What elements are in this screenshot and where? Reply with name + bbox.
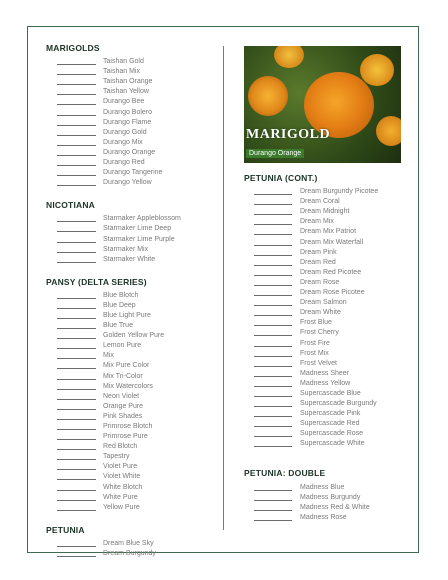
quantity-blank-line[interactable] — [254, 204, 292, 205]
variety-name: Madness Red & White — [300, 503, 370, 511]
list-item — [46, 331, 216, 341]
list-item — [46, 462, 216, 472]
list-item — [46, 402, 216, 412]
variety-name: Durango Yellow — [103, 179, 152, 187]
variety-name: Madness Burgundy — [300, 493, 361, 501]
section-gap — [46, 265, 216, 276]
variety-name: Mix Pure Color — [103, 362, 150, 370]
variety-name: Dream Midnight — [300, 208, 350, 216]
quantity-blank-line[interactable] — [57, 419, 96, 420]
list-item — [244, 503, 406, 513]
variety-name: Supercascade Pink — [300, 410, 361, 418]
list-item — [244, 328, 406, 338]
section-title: MARIGOLDS — [46, 43, 100, 53]
variety-name: Dream Mix Patriot — [300, 228, 357, 236]
quantity-blank-line[interactable] — [254, 265, 292, 266]
variety-name: Dream Red — [300, 258, 336, 266]
quantity-blank-line[interactable] — [254, 386, 292, 387]
quantity-blank-line[interactable] — [254, 356, 292, 357]
marigold-flower-icon — [376, 116, 401, 146]
variety-name: Durango Bee — [103, 98, 145, 106]
quantity-blank-line[interactable] — [57, 449, 96, 450]
variety-name: Starmaker Mix — [103, 245, 149, 253]
quantity-blank-line[interactable] — [254, 295, 292, 296]
quantity-blank-line[interactable] — [57, 358, 96, 359]
variety-name: Starmaker White — [103, 255, 156, 263]
quantity-blank-line[interactable] — [254, 335, 292, 336]
list-item — [244, 268, 406, 278]
variety-name: Orange Pure — [103, 402, 144, 410]
variety-name: Dream Coral — [300, 198, 340, 206]
quantity-blank-line[interactable] — [254, 315, 292, 316]
quantity-blank-line[interactable] — [57, 74, 96, 75]
quantity-blank-line[interactable] — [57, 429, 96, 430]
list-item — [46, 301, 216, 311]
list-item — [46, 432, 216, 442]
marigold-flower-icon — [360, 54, 394, 86]
section-title: PETUNIA (CONT.) — [244, 173, 318, 183]
quantity-blank-line[interactable] — [57, 439, 96, 440]
list-item — [46, 138, 216, 148]
photo-subtitle: Durango Orange — [246, 149, 304, 158]
quantity-blank-line[interactable] — [57, 252, 96, 253]
list-item — [46, 128, 216, 138]
variety-name: Taishan Gold — [103, 58, 144, 66]
variety-name: Frost Cherry — [300, 329, 339, 337]
list-item — [244, 379, 406, 389]
list-item — [46, 291, 216, 301]
quantity-blank-line[interactable] — [57, 64, 96, 65]
quantity-blank-line[interactable] — [254, 436, 292, 437]
variety-name: Starmaker Lime Deep — [103, 225, 172, 233]
quantity-blank-line[interactable] — [57, 328, 96, 329]
variety-name: Durango Orange — [103, 148, 156, 156]
quantity-blank-line[interactable] — [57, 368, 96, 369]
quantity-blank-line[interactable] — [254, 234, 292, 235]
variety-name: Violet Pure — [103, 463, 138, 471]
quantity-blank-line[interactable] — [57, 459, 96, 460]
variety-name: Taishan Mix — [103, 68, 140, 76]
variety-name: Yellow Pure — [103, 503, 140, 511]
variety-name: Mix Watercolors — [103, 382, 153, 390]
quantity-blank-line[interactable] — [57, 556, 96, 557]
quantity-blank-line[interactable] — [254, 406, 292, 407]
quantity-blank-line[interactable] — [57, 338, 96, 339]
quantity-blank-line[interactable] — [254, 305, 292, 306]
list-item — [46, 422, 216, 432]
list-item — [244, 258, 406, 268]
variety-name: Dream Mix — [300, 218, 334, 226]
list-item — [244, 207, 406, 217]
list-item — [244, 439, 406, 449]
quantity-blank-line[interactable] — [57, 145, 96, 146]
list-item — [46, 361, 216, 371]
quantity-blank-line[interactable] — [254, 285, 292, 286]
list-item — [46, 97, 216, 107]
quantity-blank-line[interactable] — [57, 221, 96, 222]
list-item — [46, 341, 216, 351]
list-item — [46, 493, 216, 503]
section-title: PANSY (DELTA SERIES) — [46, 276, 147, 287]
quantity-blank-line[interactable] — [57, 185, 96, 186]
list-item — [46, 158, 216, 168]
list-item — [46, 77, 216, 87]
quantity-blank-line[interactable] — [57, 409, 96, 410]
section-title: PETUNIA — [46, 524, 85, 535]
variety-name: White Blotch — [103, 483, 143, 491]
list-item — [244, 493, 406, 503]
quantity-blank-line[interactable] — [254, 194, 292, 195]
variety-name: Durango Tangerine — [103, 169, 163, 177]
variety-name: Madness Yellow — [300, 379, 351, 387]
list-item — [46, 67, 216, 77]
list-item — [244, 513, 406, 523]
list-item — [46, 442, 216, 452]
quantity-blank-line[interactable] — [254, 490, 292, 491]
list-item — [46, 178, 216, 188]
variety-name: Tapestry — [103, 453, 130, 461]
variety-name: Dream Pink — [300, 248, 337, 256]
quantity-blank-line[interactable] — [57, 262, 96, 263]
variety-name: Taishan Yellow — [103, 88, 149, 96]
quantity-blank-line[interactable] — [254, 446, 292, 447]
variety-name: Mix — [103, 352, 114, 360]
list-item — [46, 321, 216, 331]
variety-name: Starmaker Lime Purple — [103, 235, 175, 243]
list-item — [244, 429, 406, 439]
variety-name: Red Blotch — [103, 443, 138, 451]
marigold-flower-icon — [248, 76, 288, 116]
list-item — [46, 107, 216, 117]
variety-name: Frost Velvet — [300, 359, 337, 367]
quantity-blank-line[interactable] — [57, 115, 96, 116]
quantity-blank-line[interactable] — [254, 376, 292, 377]
variety-name: Madness Sheer — [300, 369, 350, 377]
quantity-blank-line[interactable] — [254, 245, 292, 246]
list-item — [46, 234, 216, 244]
quantity-blank-line[interactable] — [254, 416, 292, 417]
variety-name: Golden Yellow Pure — [103, 332, 165, 340]
variety-name: Dream Red Picotee — [300, 268, 362, 276]
variety-name: Madness Blue — [300, 483, 345, 491]
list-item — [244, 227, 406, 237]
list-item — [244, 187, 406, 197]
variety-name: Violet White — [103, 473, 141, 481]
variety-name: Primrose Blotch — [103, 423, 153, 430]
list-item — [46, 224, 216, 234]
variety-name: Durango Red — [103, 159, 145, 167]
variety-name: Durango Gold — [103, 128, 147, 136]
variety-name: Dream Rose — [300, 278, 340, 286]
list-item — [244, 318, 406, 328]
variety-name: Supercascade Burgundy — [300, 400, 377, 408]
right-column — [244, 172, 406, 523]
list-item — [46, 382, 216, 392]
section-gap — [244, 449, 406, 467]
list-item — [46, 255, 216, 265]
quantity-blank-line[interactable] — [57, 104, 96, 105]
list-item — [244, 338, 406, 348]
quantity-blank-line[interactable] — [57, 500, 96, 501]
list-item — [46, 214, 216, 224]
quantity-blank-line[interactable] — [57, 308, 96, 309]
list-item — [46, 57, 216, 67]
list-item — [244, 217, 406, 227]
list-item — [46, 168, 216, 178]
list-item — [46, 148, 216, 158]
quantity-blank-line[interactable] — [254, 275, 292, 276]
list-item — [46, 482, 216, 492]
quantity-blank-line[interactable] — [57, 318, 96, 319]
quantity-blank-line[interactable] — [254, 510, 292, 511]
list-item — [244, 399, 406, 409]
list-item — [244, 298, 406, 308]
list-item — [244, 369, 406, 379]
list-item — [244, 359, 406, 369]
quantity-blank-line[interactable] — [254, 224, 292, 225]
quantity-blank-line[interactable] — [57, 298, 96, 299]
quantity-blank-line[interactable] — [57, 348, 96, 349]
variety-name: Blue Deep — [103, 301, 136, 309]
list-item — [46, 549, 216, 559]
variety-name: Mix Tri-Color — [103, 372, 143, 380]
list-item — [46, 472, 216, 482]
section-gap — [46, 188, 216, 199]
variety-name: Frost Mix — [300, 349, 329, 357]
variety-name: Taishan Orange — [103, 78, 153, 86]
quantity-blank-line[interactable] — [57, 165, 96, 166]
list-item — [244, 349, 406, 359]
variety-name: Lemon Pure — [103, 342, 142, 350]
quantity-blank-line[interactable] — [57, 379, 96, 380]
quantity-blank-line[interactable] — [254, 426, 292, 427]
variety-name: Neon Violet — [103, 392, 140, 400]
left-column — [46, 42, 216, 559]
list-item — [244, 248, 406, 258]
variety-name: Supercascade Blue — [300, 389, 361, 397]
list-item — [244, 288, 406, 298]
quantity-blank-line[interactable] — [254, 325, 292, 326]
variety-name: Dream Salmon — [300, 299, 347, 307]
quantity-blank-line[interactable] — [57, 242, 96, 243]
variety-name: Dream Mix Waterfall — [300, 238, 364, 246]
quantity-blank-line[interactable] — [57, 479, 96, 480]
column-divider — [223, 46, 224, 530]
list-item — [244, 197, 406, 207]
list-item — [46, 412, 216, 422]
quantity-blank-line[interactable] — [57, 155, 96, 156]
variety-name: Dream Rose Picotee — [300, 289, 365, 297]
photo-caption — [246, 128, 330, 160]
variety-name: Pink Shades — [103, 412, 143, 420]
variety-name: Durango Mix — [103, 138, 143, 146]
list-item — [244, 308, 406, 318]
list-item — [244, 278, 406, 288]
quantity-blank-line[interactable] — [57, 135, 96, 136]
list-item — [46, 311, 216, 321]
variety-name: Supercascade White — [300, 440, 365, 448]
list-item — [46, 452, 216, 462]
variety-name: Supercascade Red — [300, 420, 360, 428]
variety-name: Durango Bolero — [103, 108, 153, 116]
variety-name: Blue True — [103, 322, 133, 330]
quantity-blank-line[interactable] — [57, 399, 96, 400]
quantity-blank-line[interactable] — [57, 546, 96, 547]
list-item — [46, 351, 216, 361]
list-item — [46, 87, 216, 97]
quantity-blank-line[interactable] — [254, 255, 292, 256]
quantity-blank-line[interactable] — [254, 396, 292, 397]
variety-name: Dream Burgundy — [103, 549, 156, 557]
variety-name: Blue Blotch — [103, 291, 139, 299]
variety-name: Starmaker Appleblossom — [103, 215, 181, 223]
variety-name: Frost Blue — [300, 319, 332, 327]
marigold-flower-icon — [274, 46, 304, 68]
quantity-blank-line[interactable] — [57, 175, 96, 176]
quantity-blank-line[interactable] — [57, 84, 96, 85]
list-item — [46, 245, 216, 255]
variety-name: Frost Fire — [300, 339, 330, 347]
quantity-blank-line[interactable] — [57, 231, 96, 232]
quantity-blank-line[interactable] — [57, 125, 96, 126]
variety-name: Blue Light Pure — [103, 311, 151, 319]
list-item — [244, 482, 406, 492]
variety-name: Primrose Pure — [103, 433, 148, 441]
list-item — [46, 539, 216, 549]
quantity-blank-line[interactable] — [57, 389, 96, 390]
variety-name: Durango Flame — [103, 118, 152, 126]
list-item — [244, 237, 406, 247]
list-item — [244, 409, 406, 419]
variety-name: White Pure — [103, 493, 138, 501]
photo-title: MARIGOLD — [246, 127, 331, 142]
section-title: PETUNIA: DOUBLE — [244, 468, 326, 479]
variety-name: Madness Rose — [300, 513, 347, 521]
quantity-blank-line[interactable] — [57, 469, 96, 470]
list-item — [46, 503, 216, 513]
variety-name: Dream Burgundy Picotee — [300, 188, 379, 196]
variety-name: Dream Blue Sky — [103, 539, 154, 547]
quantity-blank-line[interactable] — [57, 490, 96, 491]
list-item — [46, 118, 216, 128]
list-item — [244, 419, 406, 429]
variety-name: Dream White — [300, 309, 341, 317]
list-item — [46, 392, 216, 402]
quantity-blank-line[interactable] — [254, 520, 292, 521]
quantity-blank-line[interactable] — [57, 510, 96, 511]
section-title: NICOTIANA — [46, 200, 96, 211]
list-item — [244, 389, 406, 399]
quantity-blank-line[interactable] — [254, 214, 292, 215]
quantity-blank-line[interactable] — [57, 94, 96, 95]
quantity-blank-line[interactable] — [254, 346, 292, 347]
variety-name: Supercascade Rose — [300, 430, 364, 438]
quantity-blank-line[interactable] — [254, 366, 292, 367]
list-item — [46, 371, 216, 381]
quantity-blank-line[interactable] — [254, 500, 292, 501]
section-gap — [46, 513, 216, 524]
